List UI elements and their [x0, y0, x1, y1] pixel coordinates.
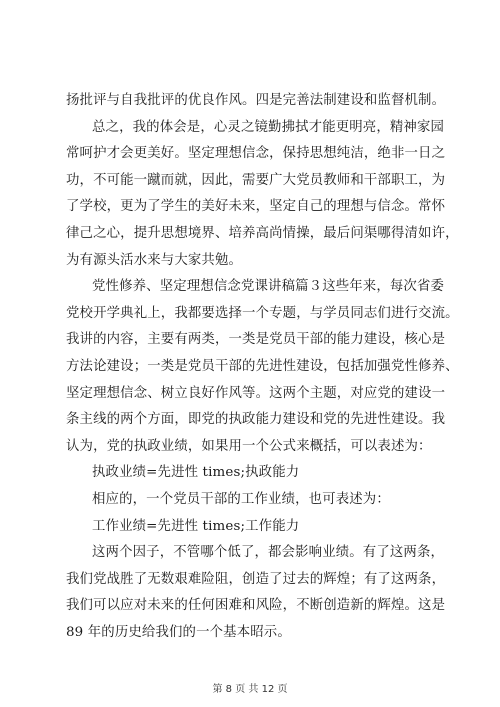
text-line: 执政业绩=先进性 times;执政能力 [92, 465, 300, 481]
text-line: 总之，我的体会是，心灵之镜勤拂拭才能更明亮，精神家园 [92, 119, 445, 135]
text-line: 这两个因子，不管哪个低了，都会影响业绩。有了这两条， [92, 545, 445, 561]
text-line: 我们可以应对未来的任何困难和风险，不断创造新的辉煌。这是 [66, 598, 446, 614]
text-line: 89 年的历史给我们的一个基本昭示。 [66, 624, 291, 640]
text-line: 相应的，一个党员干部的工作业绩，也可表述为： [92, 491, 390, 507]
text-line: 常呵护才会更美好。坚定理想信念，保持思想纯洁，绝非一日之 [66, 146, 446, 162]
text-line: 条主线的两个方面，即党的执政能力建设和党的先进性建设。我 [66, 412, 446, 428]
text-line: 功，不可能一蹴而就，因此，需要广大党员教师和干部职工，为 [66, 172, 446, 188]
text-line: 我讲的内容，主要有两类，一类是党员干部的能力建设，核心是 [66, 332, 446, 348]
text-line: 扬批评与自我批评的优良作风。四是完善法制建设和监督机制。 [66, 93, 446, 108]
document-body [66, 88, 459, 646]
text-line: 了学校，更为了学生的美好未来，坚定自己的理想与信念。常怀 [66, 199, 446, 215]
page-footer: 第 8 页 共 12 页 [212, 684, 288, 695]
text-line: 我们党战胜了无数艰难险阻，创造了过去的辉煌；有了这两条， [66, 571, 446, 587]
text-line: 坚定理想信念、树立良好作风等。这两个主题，对应党的建设一 [66, 385, 446, 401]
text-line: 认为，党的执政业绩，如果用一个公式来概括，可以表述为： [66, 438, 432, 454]
text-line: 党校开学典礼上，我都要选择一个专题，与学员同志们进行交流。 [66, 305, 459, 321]
text-line: 为有源头活水来与大家共勉。 [66, 252, 243, 268]
text-line: 方法论建设；一类是党员干部的先进性建设，包括加强党性修养、 [66, 358, 459, 374]
text-line: 工作业绩=先进性 times;工作能力 [92, 518, 300, 534]
text-line: 党性修养、坚定理想信念党课讲稿篇３这些年来，每次省委 [92, 279, 445, 295]
text-line: 律己之心，提升思想境界、培养高尚情操，最后问渠哪得清如许， [66, 225, 459, 241]
